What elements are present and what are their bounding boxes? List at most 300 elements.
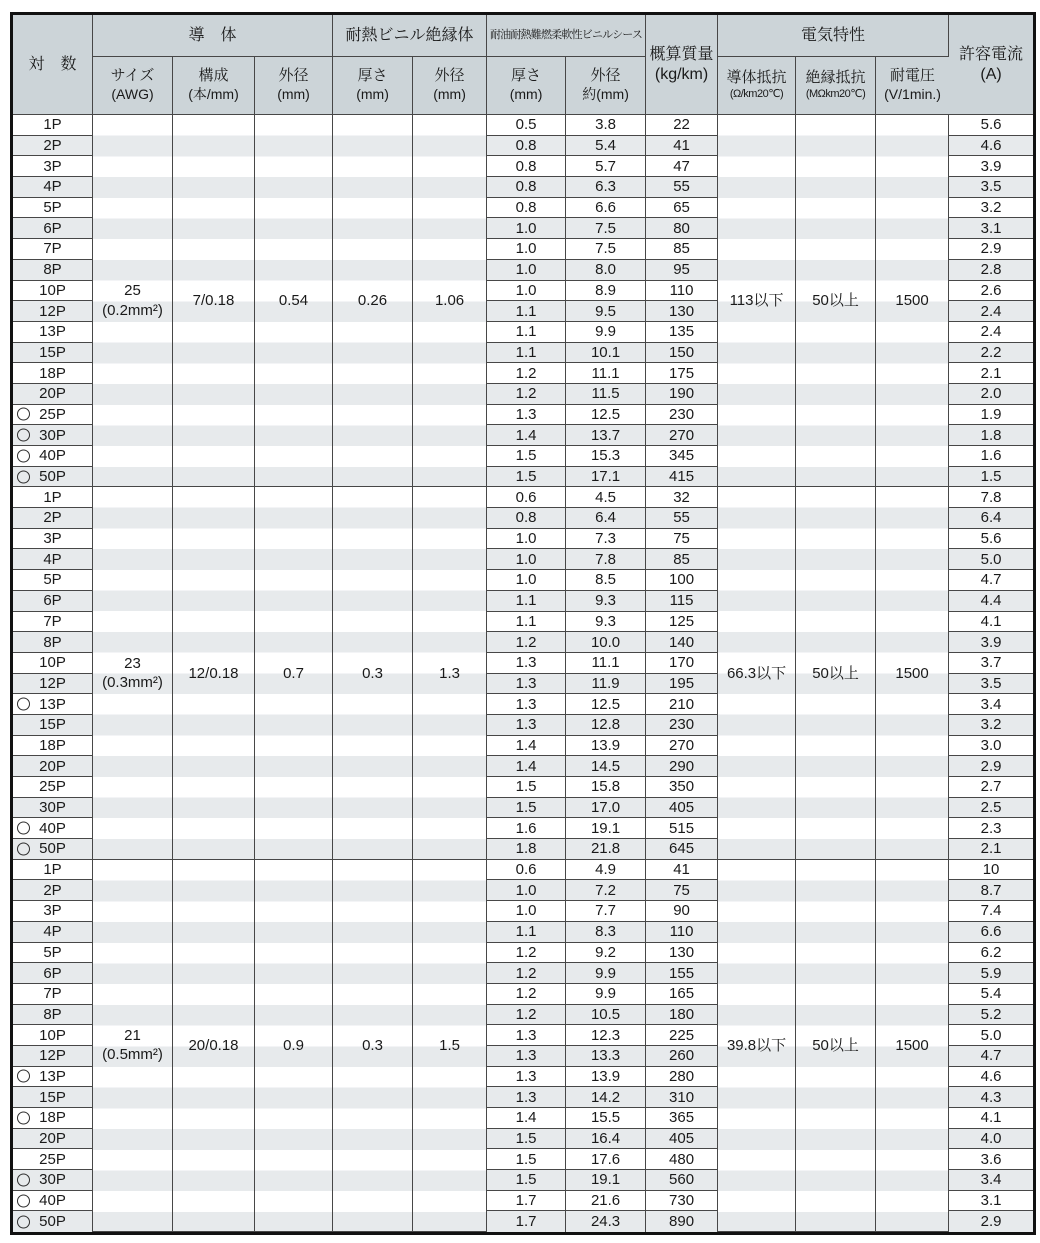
pair-count-label: 20P [39, 385, 66, 403]
allowable-current-cell: 8.7 [949, 880, 1033, 901]
pair-count-cell [13, 549, 93, 570]
pair-count-cell [13, 777, 93, 798]
sheath-thickness-cell: 1.1 [487, 343, 566, 364]
size-mm2: (0.2mm²) [102, 301, 163, 319]
allowable-current-cell: 3.5 [949, 674, 1033, 695]
pair-count-label: 3P [43, 902, 62, 920]
weight-cell: 150 [646, 343, 718, 364]
allowable-current-cell: 5.0 [949, 1025, 1033, 1046]
sheath-thickness-cell: 1.5 [487, 1129, 566, 1150]
pair-count-label: 15P [39, 716, 66, 734]
allowable-current-cell: 3.4 [949, 1170, 1033, 1191]
pair-count-cell [13, 115, 93, 136]
weight-cell: 110 [646, 281, 718, 302]
conductor-resistance-cell: 39.8以下 [718, 860, 796, 1232]
sheath-thickness-cell: 1.7 [487, 1211, 566, 1232]
allowable-current-cell: 3.9 [949, 156, 1033, 177]
sheath-od-cell: 11.1 [566, 653, 646, 674]
header-group-insulation: 耐熱ビニル絶縁体 [333, 15, 487, 57]
sheath-thickness-cell: 1.3 [487, 1046, 566, 1067]
pair-count-label: 4P [43, 923, 62, 941]
sheath-od-cell: 10.5 [566, 1005, 646, 1026]
pair-count-cell [13, 963, 93, 984]
pair-count-label: 18P [39, 1109, 66, 1127]
sheath-od-cell: 8.9 [566, 281, 646, 302]
pair-count-label: 4P [43, 178, 62, 196]
sheath-od-cell: 11.9 [566, 674, 646, 695]
sheath-od-cell: 13.9 [566, 736, 646, 757]
sheath-thickness-cell: 1.5 [487, 467, 566, 488]
sheath-thickness-cell: 0.6 [487, 487, 566, 508]
pair-count-label: 8P [43, 1005, 62, 1023]
circle-mark-icon [17, 470, 30, 483]
pair-count-label: 50P [39, 468, 66, 486]
allowable-current-cell: 4.4 [949, 591, 1033, 612]
pair-count-cell [13, 860, 93, 881]
weight-cell: 405 [646, 798, 718, 819]
weight-cell: 345 [646, 446, 718, 467]
sheath-od-cell: 5.7 [566, 156, 646, 177]
pair-count-cell [13, 1170, 93, 1191]
sheath-od-cell: 9.2 [566, 943, 646, 964]
allowable-current-cell: 5.9 [949, 963, 1033, 984]
header-pair-count: 対 数 [13, 15, 93, 115]
allowable-current-cell: 10 [949, 860, 1033, 881]
allowable-current-cell: 3.6 [949, 1149, 1033, 1170]
allowable-current-cell: 3.5 [949, 177, 1033, 198]
pair-count-label: 3P [43, 530, 62, 548]
sheath-od-cell: 15.3 [566, 446, 646, 467]
sheath-od-cell: 7.8 [566, 549, 646, 570]
allowable-current-cell: 3.9 [949, 632, 1033, 653]
sheath-od-cell: 7.7 [566, 901, 646, 922]
pair-count-label: 6P [43, 219, 62, 237]
weight-cell: 65 [646, 198, 718, 219]
sheath-od-cell: 21.6 [566, 1191, 646, 1212]
weight-cell: 480 [646, 1149, 718, 1170]
pair-count-label: 20P [39, 1130, 66, 1148]
sheath-thickness-cell: 1.4 [487, 1108, 566, 1129]
spec-table-body [13, 115, 1033, 1232]
sheath-thickness-cell: 1.5 [487, 1149, 566, 1170]
allowable-current-cell: 4.6 [949, 136, 1033, 157]
sheath-thickness-cell: 1.4 [487, 736, 566, 757]
sheath-thickness-cell: 1.6 [487, 818, 566, 839]
withstand-voltage-cell: 1500 [876, 860, 949, 1232]
pair-count-cell [13, 405, 93, 426]
pair-count-cell [13, 715, 93, 736]
weight-cell: 41 [646, 860, 718, 881]
allowable-current-cell: 6.2 [949, 943, 1033, 964]
pair-count-cell [13, 508, 93, 529]
size-mm2: (0.3mm²) [102, 674, 163, 692]
pair-count-cell [13, 1211, 93, 1232]
allowable-current-cell: 3.4 [949, 694, 1033, 715]
allowable-current-cell: 2.9 [949, 239, 1033, 260]
sheath-od-cell: 11.1 [566, 363, 646, 384]
allowable-current-cell: 6.4 [949, 508, 1033, 529]
sheath-od-cell: 9.3 [566, 591, 646, 612]
sheath-thickness-cell: 1.5 [487, 1170, 566, 1191]
sheath-thickness-cell: 0.6 [487, 860, 566, 881]
conductor-size-cell [93, 487, 173, 859]
weight-cell: 80 [646, 218, 718, 239]
pair-count-label: 13P [39, 1067, 66, 1085]
pair-count-cell [13, 281, 93, 302]
sheath-od-cell: 19.1 [566, 818, 646, 839]
allowable-current-cell: 5.0 [949, 549, 1033, 570]
sheath-od-cell: 13.7 [566, 425, 646, 446]
weight-cell: 270 [646, 425, 718, 446]
sheath-od-cell: 8.0 [566, 260, 646, 281]
weight-cell: 135 [646, 322, 718, 343]
conductor-size-cell [93, 115, 173, 487]
pair-count-label: 18P [39, 736, 66, 754]
weight-cell: 225 [646, 1025, 718, 1046]
sheath-od-cell: 9.9 [566, 984, 646, 1005]
sheath-od-cell: 10.1 [566, 343, 646, 364]
sheath-thickness-cell: 1.1 [487, 591, 566, 612]
weight-cell: 47 [646, 156, 718, 177]
allowable-current-cell: 6.6 [949, 922, 1033, 943]
allowable-current-cell: 2.0 [949, 384, 1033, 405]
pair-count-label: 7P [43, 240, 62, 258]
allowable-current-cell: 1.8 [949, 425, 1033, 446]
header-conductor-resistance: 導体抵抗 (Ω/km20℃) [718, 57, 796, 115]
weight-cell: 405 [646, 1129, 718, 1150]
sheath-od-cell: 24.3 [566, 1211, 646, 1232]
spec-table-header [13, 15, 1033, 115]
insulation-resistance-cell: 50以上 [796, 487, 876, 859]
pair-count-label: 18P [39, 364, 66, 382]
size-mm2: (0.5mm²) [102, 1046, 163, 1064]
weight-cell: 55 [646, 177, 718, 198]
sheath-thickness-cell: 1.0 [487, 218, 566, 239]
weight-cell: 85 [646, 549, 718, 570]
pair-count-cell [13, 1025, 93, 1046]
pair-count-label: 30P [39, 1171, 66, 1189]
weight-cell: 75 [646, 529, 718, 550]
weight-cell: 230 [646, 405, 718, 426]
sheath-od-cell: 7.2 [566, 880, 646, 901]
weight-cell: 125 [646, 612, 718, 633]
sheath-thickness-cell: 1.0 [487, 281, 566, 302]
insulation-resistance-cell: 50以上 [796, 860, 876, 1232]
circle-mark-icon [17, 449, 30, 462]
sheath-od-cell: 7.3 [566, 529, 646, 550]
allowable-current-cell: 2.1 [949, 839, 1033, 860]
header-insulation-thickness: 厚さ (mm) [333, 57, 413, 115]
pair-count-cell [13, 425, 93, 446]
weight-cell: 115 [646, 591, 718, 612]
pair-count-cell [13, 1108, 93, 1129]
weight-cell: 32 [646, 487, 718, 508]
header-construction: 構成 (本/mm) [173, 57, 255, 115]
header-insulation-resistance: 絶縁抵抗 (MΩkm20℃) [796, 57, 876, 115]
sheath-thickness-cell: 1.3 [487, 694, 566, 715]
pair-count-cell [13, 818, 93, 839]
conductor-resistance-cell: 113以下 [718, 115, 796, 487]
sheath-od-cell: 14.2 [566, 1087, 646, 1108]
sheath-od-cell: 17.1 [566, 467, 646, 488]
allowable-current-cell: 2.5 [949, 798, 1033, 819]
allowable-current-cell: 1.9 [949, 405, 1033, 426]
sheath-thickness-cell: 1.1 [487, 301, 566, 322]
header-conductor-od: 外径 (mm) [255, 57, 333, 115]
pair-count-label: 50P [39, 1213, 66, 1231]
weight-cell: 170 [646, 653, 718, 674]
pair-count-label: 3P [43, 157, 62, 175]
sheath-od-cell: 6.3 [566, 177, 646, 198]
pair-count-label: 12P [39, 1047, 66, 1065]
pair-count-label: 20P [39, 757, 66, 775]
pair-count-cell [13, 694, 93, 715]
weight-cell: 130 [646, 943, 718, 964]
sheath-od-cell: 17.6 [566, 1149, 646, 1170]
weight-cell: 210 [646, 694, 718, 715]
pair-count-cell [13, 467, 93, 488]
sheath-thickness-cell: 1.1 [487, 612, 566, 633]
pair-count-label: 8P [43, 633, 62, 651]
pair-count-label: 10P [39, 654, 66, 672]
pair-count-cell [13, 591, 93, 612]
pair-count-label: 25P [39, 405, 66, 423]
pair-count-cell [13, 1067, 93, 1088]
pair-count-label: 2P [43, 509, 62, 527]
sheath-thickness-cell: 1.0 [487, 901, 566, 922]
weight-cell: 90 [646, 901, 718, 922]
allowable-current-cell: 2.4 [949, 301, 1033, 322]
sheath-thickness-cell: 1.3 [487, 1087, 566, 1108]
insulation-thickness-cell: 0.3 [333, 860, 413, 1232]
allowable-current-cell: 2.7 [949, 777, 1033, 798]
conductor-construction-cell: 20/0.18 [173, 860, 255, 1232]
allowable-current-cell: 2.4 [949, 322, 1033, 343]
sheath-od-cell: 8.3 [566, 922, 646, 943]
pair-count-label: 50P [39, 840, 66, 858]
allowable-current-cell: 4.3 [949, 1087, 1033, 1108]
pair-count-label: 12P [39, 674, 66, 692]
pair-count-label: 6P [43, 964, 62, 982]
weight-cell: 310 [646, 1087, 718, 1108]
sheath-od-cell: 13.3 [566, 1046, 646, 1067]
sheath-od-cell: 7.5 [566, 239, 646, 260]
sheath-thickness-cell: 1.3 [487, 1067, 566, 1088]
allowable-current-cell: 5.6 [949, 115, 1033, 136]
circle-mark-icon [17, 408, 30, 421]
pair-count-cell [13, 1005, 93, 1026]
weight-cell: 290 [646, 756, 718, 777]
sheath-thickness-cell: 1.4 [487, 425, 566, 446]
pair-count-cell [13, 612, 93, 633]
allowable-current-cell: 1.6 [949, 446, 1033, 467]
sheath-thickness-cell: 0.8 [487, 136, 566, 157]
allowable-current-cell: 4.1 [949, 612, 1033, 633]
pair-count-label: 1P [43, 116, 62, 134]
pair-count-label: 15P [39, 1088, 66, 1106]
pair-count-label: 13P [39, 323, 66, 341]
sheath-od-cell: 7.5 [566, 218, 646, 239]
weight-cell: 890 [646, 1211, 718, 1232]
pair-count-cell [13, 880, 93, 901]
weight-cell: 270 [646, 736, 718, 757]
header-group-conductor: 導 体 [93, 15, 333, 57]
sheath-od-cell: 11.5 [566, 384, 646, 405]
sheath-thickness-cell: 1.4 [487, 756, 566, 777]
allowable-current-cell: 2.9 [949, 1211, 1033, 1232]
conductor-construction-cell: 7/0.18 [173, 115, 255, 487]
allowable-current-cell: 4.7 [949, 570, 1033, 591]
sheath-thickness-cell: 0.8 [487, 156, 566, 177]
weight-cell: 415 [646, 467, 718, 488]
sheath-thickness-cell: 1.2 [487, 363, 566, 384]
weight-cell: 350 [646, 777, 718, 798]
allowable-current-cell: 3.7 [949, 653, 1033, 674]
sheath-thickness-cell: 1.2 [487, 963, 566, 984]
pair-count-cell [13, 343, 93, 364]
sheath-od-cell: 12.8 [566, 715, 646, 736]
pair-count-label: 1P [43, 861, 62, 879]
sheath-od-cell: 16.4 [566, 1129, 646, 1150]
sheath-thickness-cell: 0.8 [487, 177, 566, 198]
allowable-current-cell: 3.2 [949, 198, 1033, 219]
weight-cell: 140 [646, 632, 718, 653]
allowable-current-cell: 3.2 [949, 715, 1033, 736]
size-awg: 21 [124, 1026, 141, 1044]
pair-count-label: 8P [43, 261, 62, 279]
circle-mark-icon [17, 1173, 30, 1186]
sheath-thickness-cell: 1.3 [487, 715, 566, 736]
pair-count-cell [13, 529, 93, 550]
table-row [13, 487, 1033, 508]
sheath-od-cell: 9.9 [566, 963, 646, 984]
sheath-od-cell: 21.8 [566, 839, 646, 860]
pair-count-cell [13, 363, 93, 384]
allowable-current-cell: 2.2 [949, 343, 1033, 364]
pair-count-cell [13, 260, 93, 281]
header-group-sheath: 耐油耐熱難燃柔軟性ビニルシース [487, 15, 646, 57]
pair-count-cell [13, 901, 93, 922]
pair-count-label: 2P [43, 137, 62, 155]
circle-mark-icon [17, 1111, 30, 1124]
weight-cell: 175 [646, 363, 718, 384]
pair-count-label: 30P [39, 799, 66, 817]
sheath-od-cell: 15.8 [566, 777, 646, 798]
allowable-current-cell: 4.1 [949, 1108, 1033, 1129]
sheath-thickness-cell: 1.0 [487, 529, 566, 550]
sheath-od-cell: 4.5 [566, 487, 646, 508]
sheath-od-cell: 14.5 [566, 756, 646, 777]
allowable-current-cell: 3.1 [949, 1191, 1033, 1212]
weight-cell: 730 [646, 1191, 718, 1212]
sheath-od-cell: 10.0 [566, 632, 646, 653]
pair-count-label: 10P [39, 281, 66, 299]
weight-cell: 22 [646, 115, 718, 136]
circle-mark-icon [17, 1194, 30, 1207]
allowable-current-cell: 2.6 [949, 281, 1033, 302]
sheath-od-cell: 6.4 [566, 508, 646, 529]
pair-count-cell [13, 674, 93, 695]
weight-cell: 645 [646, 839, 718, 860]
sheath-od-cell: 12.5 [566, 694, 646, 715]
pair-count-cell [13, 198, 93, 219]
weight-cell: 180 [646, 1005, 718, 1026]
pair-count-cell [13, 1191, 93, 1212]
sheath-thickness-cell: 1.2 [487, 384, 566, 405]
sheath-thickness-cell: 1.0 [487, 880, 566, 901]
allowable-current-cell: 5.2 [949, 1005, 1033, 1026]
allowable-current-cell: 2.1 [949, 363, 1033, 384]
weight-cell: 190 [646, 384, 718, 405]
allowable-current-cell: 7.4 [949, 901, 1033, 922]
pair-count-cell [13, 756, 93, 777]
pair-count-label: 10P [39, 1026, 66, 1044]
sheath-thickness-cell: 1.3 [487, 653, 566, 674]
sheath-thickness-cell: 1.2 [487, 1005, 566, 1026]
pair-count-cell [13, 239, 93, 260]
sheath-thickness-cell: 0.8 [487, 198, 566, 219]
weight-cell: 95 [646, 260, 718, 281]
withstand-voltage-cell: 1500 [876, 487, 949, 859]
spec-table-wrapper [10, 12, 1036, 1235]
weight-cell: 41 [646, 136, 718, 157]
pair-count-label: 12P [39, 302, 66, 320]
circle-mark-icon [17, 698, 30, 711]
sheath-od-cell: 9.5 [566, 301, 646, 322]
pair-count-label: 5P [43, 571, 62, 589]
pair-count-cell [13, 798, 93, 819]
pair-count-label: 30P [39, 426, 66, 444]
pair-count-cell [13, 136, 93, 157]
circle-mark-icon [17, 822, 30, 835]
sheath-thickness-cell: 0.5 [487, 115, 566, 136]
sheath-od-cell: 8.5 [566, 570, 646, 591]
sheath-od-cell: 5.4 [566, 136, 646, 157]
conductor-resistance-cell: 66.3以下 [718, 487, 796, 859]
pair-count-label: 15P [39, 343, 66, 361]
allowable-current-cell: 4.0 [949, 1129, 1033, 1150]
size-awg: 25 [124, 282, 141, 300]
sheath-thickness-cell: 1.7 [487, 1191, 566, 1212]
pair-count-cell [13, 653, 93, 674]
pair-count-cell [13, 1046, 93, 1067]
pair-count-cell [13, 487, 93, 508]
pair-count-cell [13, 384, 93, 405]
pair-count-cell [13, 322, 93, 343]
pair-count-cell [13, 943, 93, 964]
pair-count-label: 6P [43, 592, 62, 610]
circle-mark-icon [17, 842, 30, 855]
allowable-current-cell: 2.8 [949, 260, 1033, 281]
header-sheath-od: 外径 約(mm) [566, 57, 646, 115]
circle-mark-icon [17, 429, 30, 442]
header-withstand-voltage: 耐電圧 (V/1min.) [876, 57, 949, 115]
pair-count-cell [13, 1149, 93, 1170]
sheath-thickness-cell: 1.5 [487, 798, 566, 819]
circle-mark-icon [17, 1070, 30, 1083]
conductor-size-cell [93, 860, 173, 1232]
sheath-thickness-cell: 1.0 [487, 549, 566, 570]
sheath-thickness-cell: 1.1 [487, 322, 566, 343]
insulation-od-cell: 1.5 [413, 860, 487, 1232]
weight-cell: 560 [646, 1170, 718, 1191]
pair-count-label: 4P [43, 550, 62, 568]
weight-cell: 100 [646, 570, 718, 591]
weight-cell: 365 [646, 1108, 718, 1129]
sheath-od-cell: 4.9 [566, 860, 646, 881]
conductor-od-cell: 0.7 [255, 487, 333, 859]
sheath-od-cell: 19.1 [566, 1170, 646, 1191]
